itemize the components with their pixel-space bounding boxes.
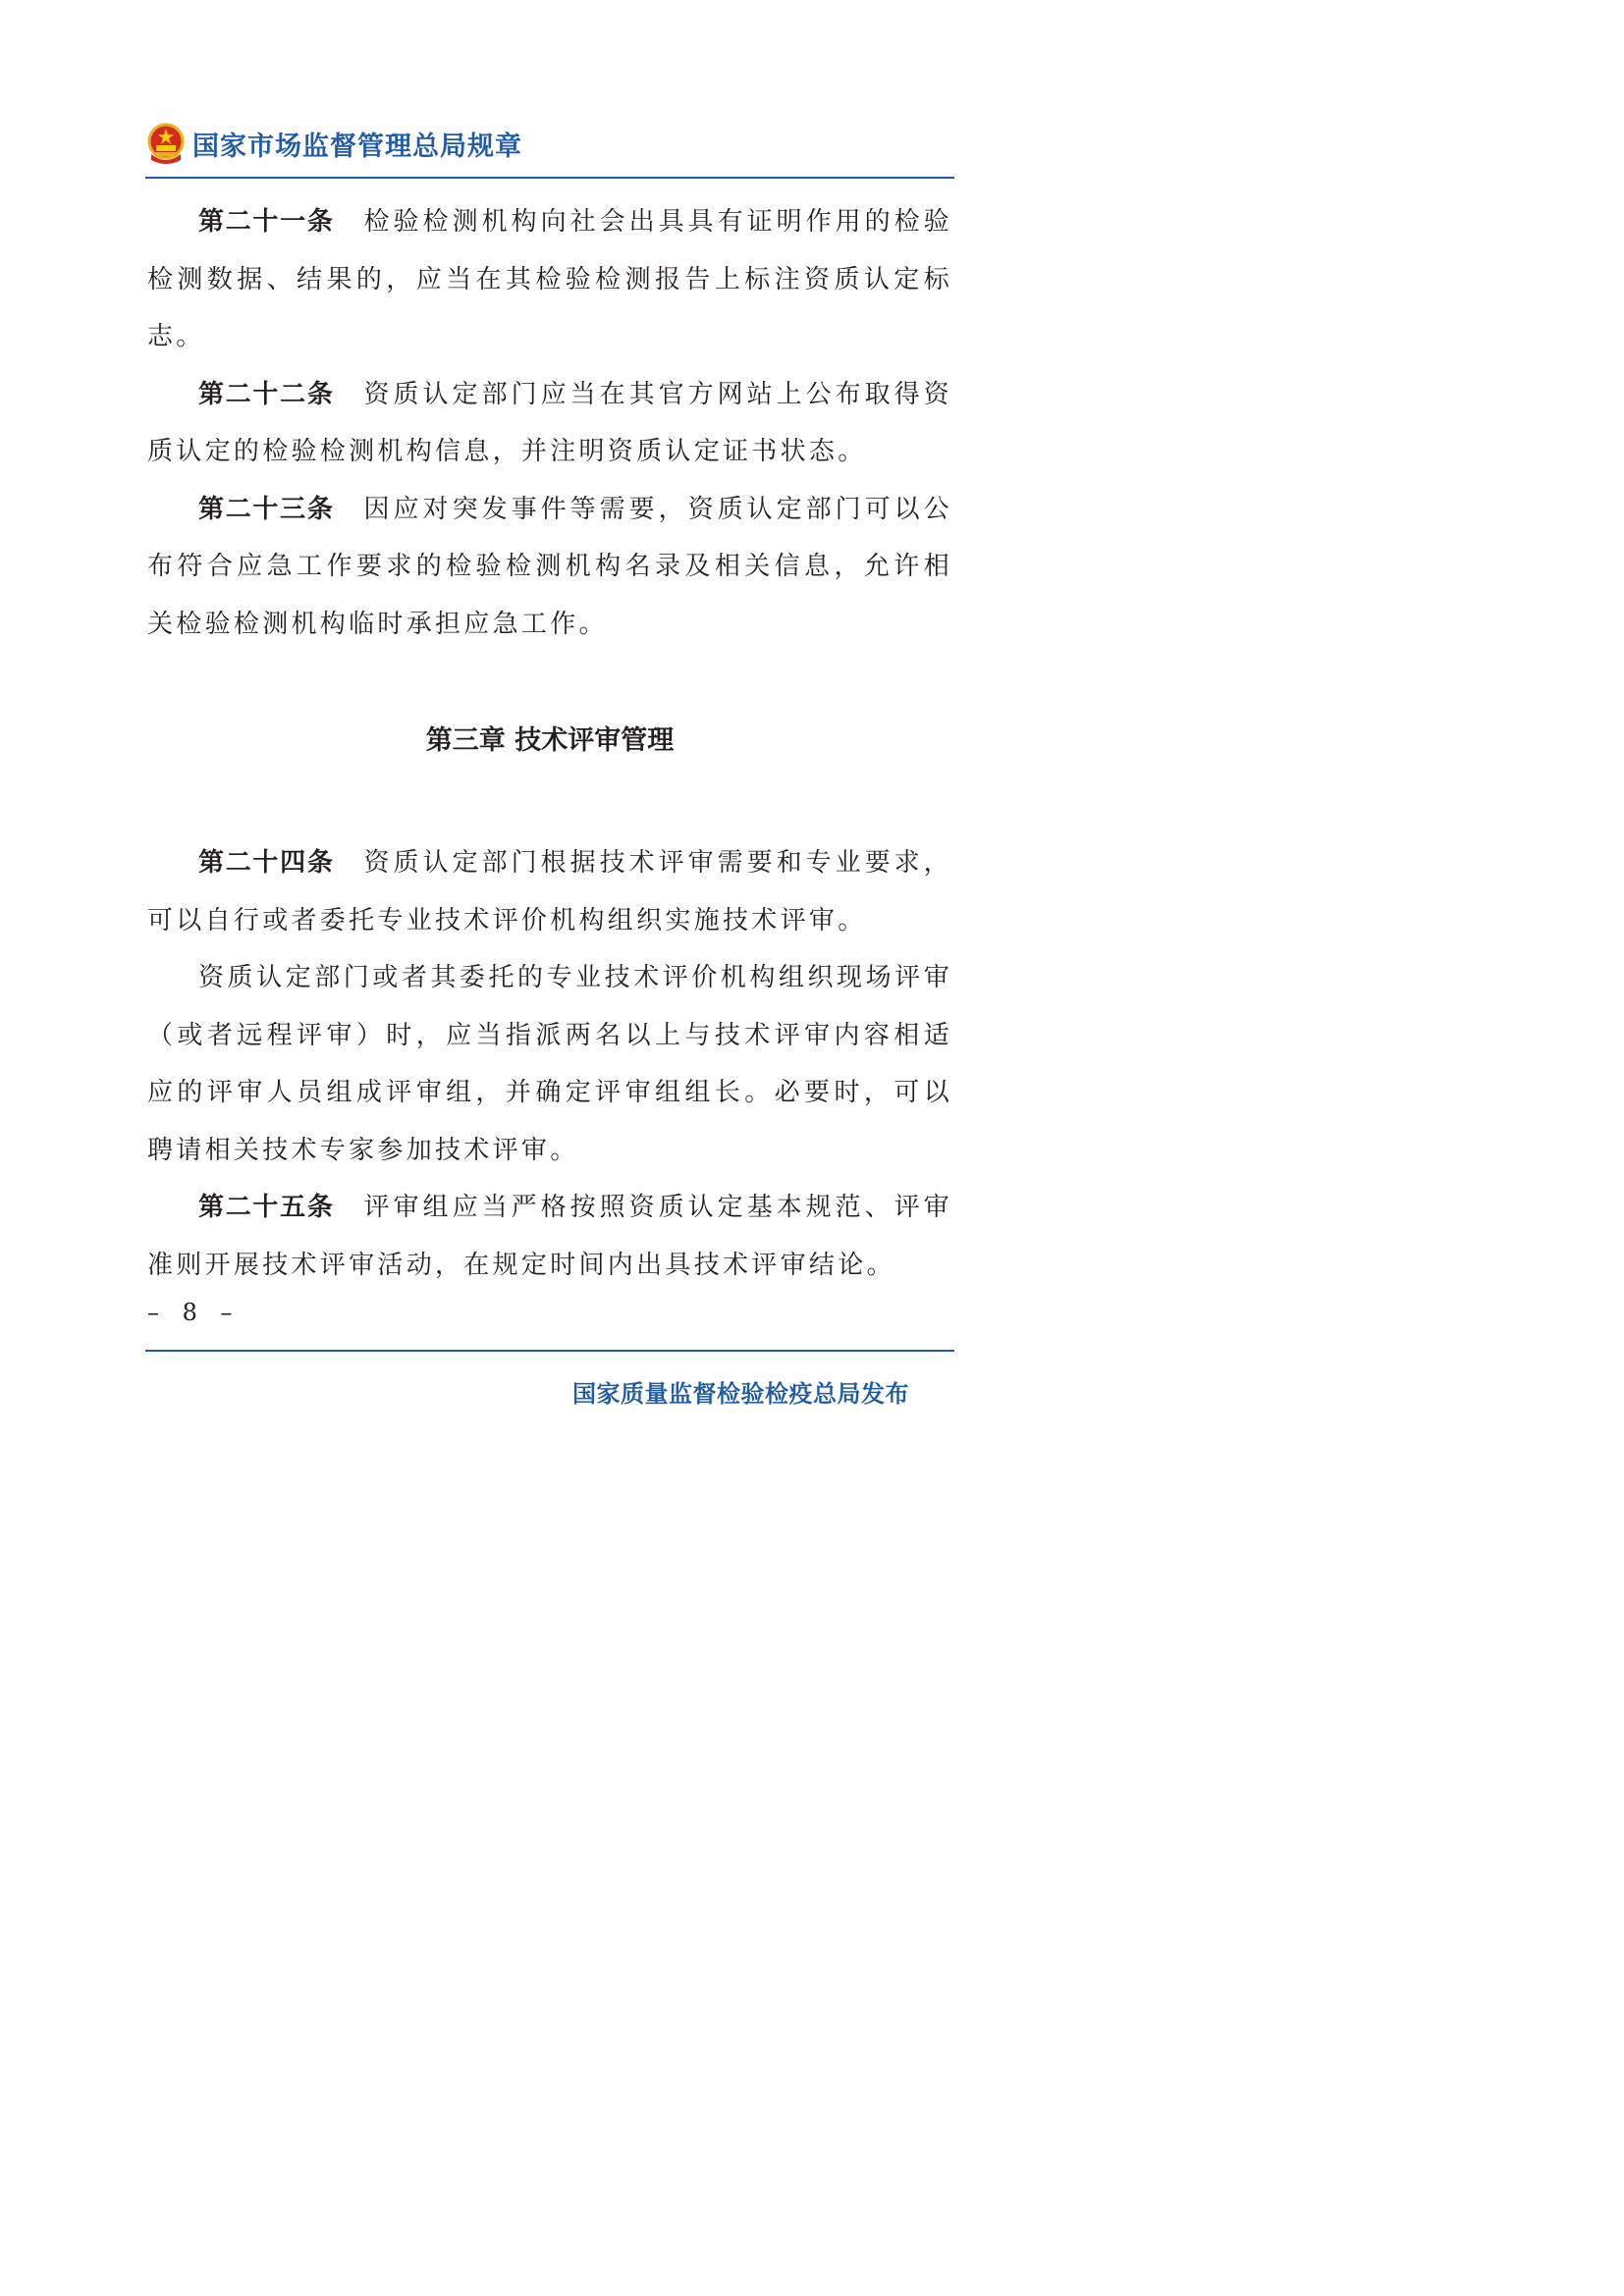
header-title: 国家市场监督管理总局规章 xyxy=(192,131,522,162)
article-text: 资质认定部门根据技术评审需要和专业要求，可以自行或者委托专业技术评价机构组织实施技术评审。 xyxy=(147,848,952,935)
article-text: 资质认定部门或者其委托的专业技术评价机构组织现场评审（或者远程评审）时，应当指派两名以上与技术评审内容相适应的评审人员组成评审组，并确定评审组组长。必要时，可以聘请相关技术专家参加技术评审。 xyxy=(147,963,952,1165)
article-text: 因应对突发事件等需要，资质认定部门可以公布符合应急工作要求的检验检测机构名录及相关信息，允许相关检验检测机构临时承担应急工作。 xyxy=(147,494,952,639)
article-number: 第二十四条 xyxy=(198,848,335,878)
article-23 xyxy=(147,481,952,654)
document-body xyxy=(147,193,952,1294)
article-24-clause-2 xyxy=(147,949,952,1179)
article-text: 资质认定部门应当在其官方网站上公布取得资质认定的检验检测机构信息，并注明资质认定证书状态。 xyxy=(147,379,952,466)
page-number: – 8 – xyxy=(147,1299,241,1326)
article-number: 第二十三条 xyxy=(198,494,335,524)
header-divider xyxy=(145,177,954,179)
chapter-heading-block xyxy=(147,653,952,834)
article-text: 检验检测机构向社会出具具有证明作用的检验检测数据、结果的，应当在其检验检测报告上标注资质认定标志。 xyxy=(147,207,952,351)
article-number: 第二十一条 xyxy=(198,207,335,237)
article-22 xyxy=(147,366,952,481)
article-25 xyxy=(147,1179,952,1294)
article-text: 评审组应当严格按照资质认定基本规范、评审准则开展技术评审活动，在规定时间内出具技术评审结论。 xyxy=(147,1193,952,1280)
chapter-title: 第三章 技术评审管理 xyxy=(425,725,675,756)
article-number: 第二十五条 xyxy=(198,1193,335,1222)
article-24 xyxy=(147,834,952,949)
footer-divider xyxy=(145,1350,954,1352)
publisher-label: 国家质量监督检验检疫总局发布 xyxy=(572,1380,909,1408)
article-21 xyxy=(147,193,952,366)
national-emblem-icon xyxy=(147,123,185,164)
document-header xyxy=(147,116,522,171)
article-number: 第二十二条 xyxy=(198,379,335,409)
